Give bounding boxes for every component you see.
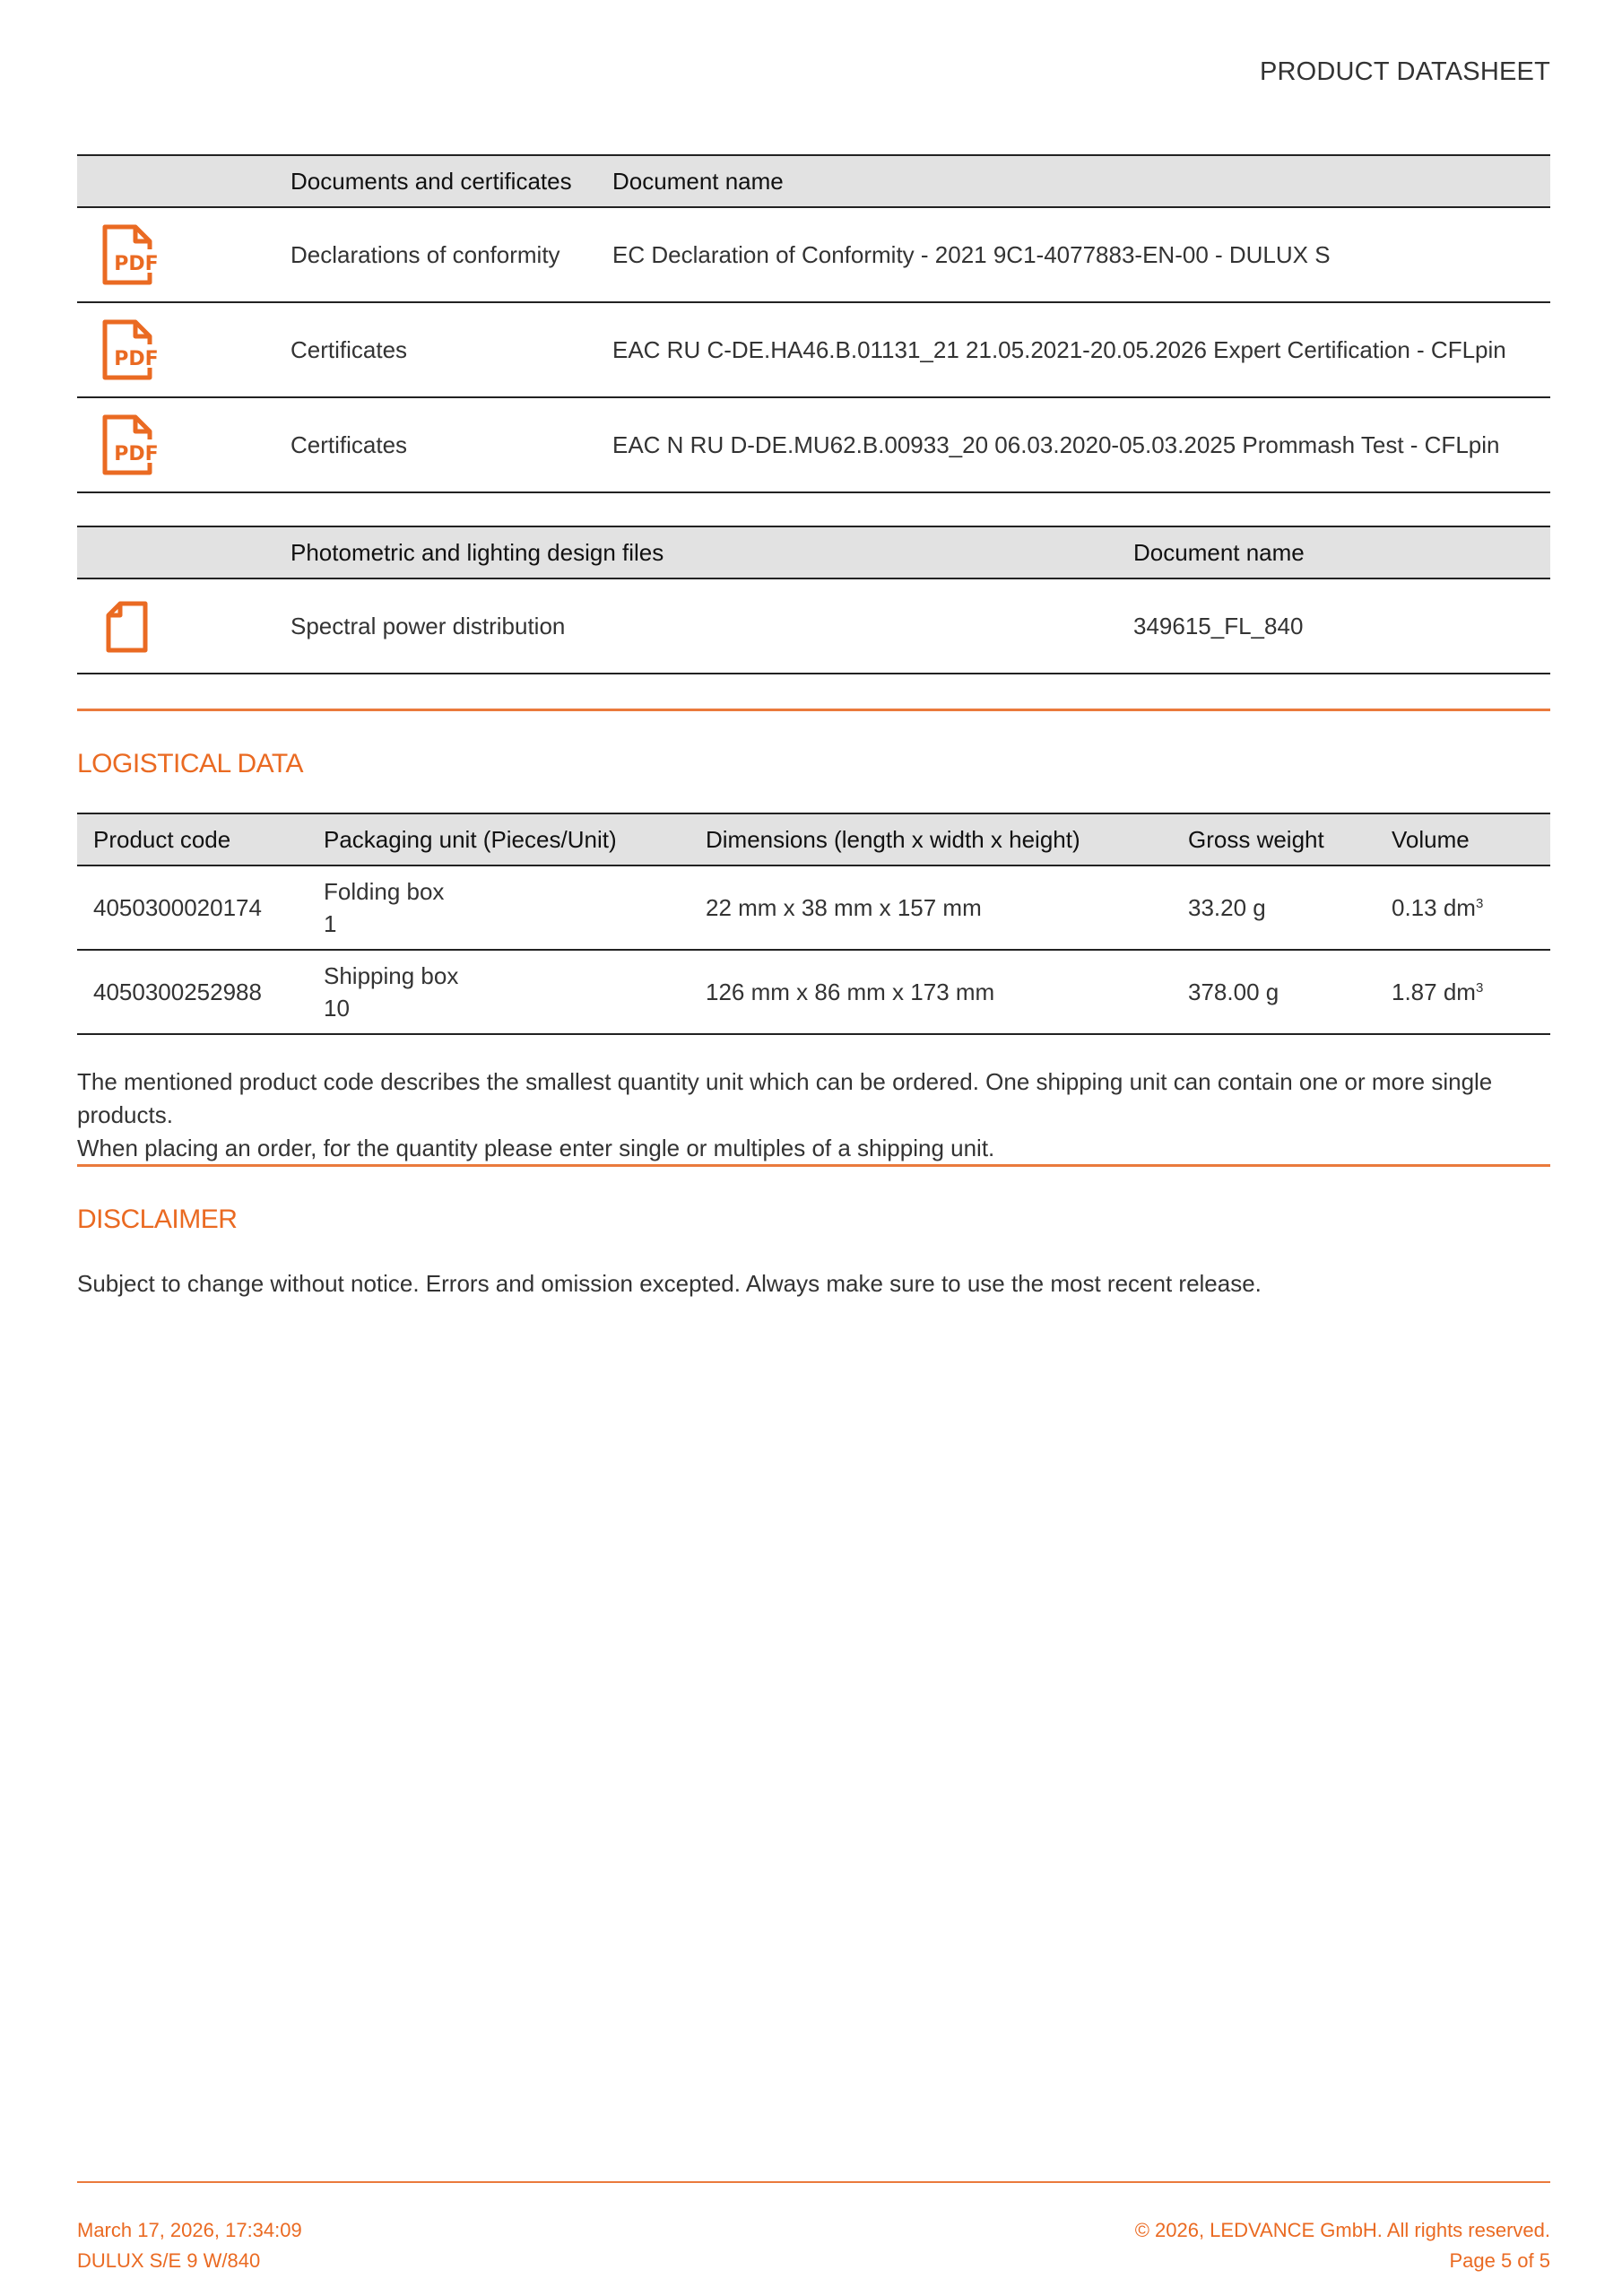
packaging-unit (324, 950, 706, 1034)
logistical-data-title: LOGISTICAL DATA (77, 749, 303, 778)
file-icon[interactable] (100, 596, 291, 657)
volume: 0.13 $dm^3$ (1392, 865, 1550, 950)
logistical-note: The mentioned product code describes the smallest quantity unit which can be ordered. One shipping unit can contain one or more single products. When placing an order, for the quantity please enter single or multiples of a shipping unit. (77, 1068, 1493, 1161)
pdf-icon[interactable] (100, 414, 291, 475)
pdf-icon[interactable] (100, 319, 291, 380)
column-header-dimensions: Dimensions (length x width x height) (706, 813, 1188, 865)
packaging-unit-name: Folding box (324, 878, 445, 905)
packaging-unit-qty: 1 (324, 910, 337, 937)
photometric-category: Spectral power distribution (291, 578, 1133, 674)
gross-weight: 33.20 g (1188, 865, 1392, 950)
footer-divider (77, 2181, 1550, 2183)
svg-text:PDF: PDF (114, 348, 159, 370)
disclaimer-title: DISCLAIMER (77, 1205, 238, 1234)
product-code: 4050300020174 (77, 865, 324, 950)
volume: 1.87 $dm^3$ (1392, 950, 1550, 1034)
disclaimer-text: Subject to change without notice. Errors and omission excepted. Always make sure to use the most recent release. (77, 1270, 1262, 1297)
packaging-unit-qty: 10 (324, 995, 350, 1022)
logistical-table-header (77, 813, 1550, 865)
document-name-link[interactable]: EC Declaration of Conformity - 2021 9C1-4077883-EN-00 - DULUX S (612, 207, 1550, 302)
column-header-documents: Documents and certificates (291, 155, 612, 207)
photometric-file-link[interactable]: 349615_FL_840 (1133, 578, 1550, 674)
column-header-product-code: Product code (77, 813, 324, 865)
photometric-table (77, 526, 1550, 674)
document-name-link[interactable]: EAC RU C-DE.HA46.B.01131_21 21.05.2021-20.05.2026 Expert Certification - CFLpin (612, 302, 1550, 397)
photometric-row[interactable] (77, 578, 1550, 674)
logistical-row (77, 950, 1550, 1034)
gross-weight: 378.00 g (1188, 950, 1392, 1034)
column-header-packaging-unit: Packaging unit (Pieces/Unit) (324, 813, 706, 865)
document-row[interactable] (77, 397, 1550, 492)
document-name-link[interactable]: EAC N RU D-DE.MU62.B.00933_20 06.03.2020-05.03.2025 Prommash Test - CFLpin (612, 397, 1550, 492)
documents-table-header (77, 155, 1550, 207)
packaging-unit (324, 865, 706, 950)
document-row[interactable] (77, 302, 1550, 397)
column-header-document-name: Document name (612, 155, 1550, 207)
dimensions: 22 mm x 38 mm x 157 mm (706, 865, 1188, 950)
logistical-row (77, 865, 1550, 950)
pdf-icon[interactable] (100, 224, 291, 285)
svg-text:PDF: PDF (114, 443, 159, 465)
product-code: 4050300252988 (77, 950, 324, 1034)
column-header-document-name: Document name (1133, 526, 1550, 578)
page-header-title: PRODUCT DATASHEET (1259, 57, 1550, 86)
column-header-volume: Volume (1392, 813, 1550, 865)
logistical-table (77, 813, 1550, 1035)
column-header-photometric: Photometric and lighting design files (291, 526, 1133, 578)
packaging-unit-name: Shipping box (324, 962, 459, 989)
footer-page-number: Page 5 of 5 (1449, 2249, 1550, 2272)
document-row[interactable] (77, 207, 1550, 302)
document-category: Certificates (291, 302, 612, 397)
document-category: Declarations of conformity (291, 207, 612, 302)
svg-text:PDF: PDF (114, 253, 159, 275)
document-category: Certificates (291, 397, 612, 492)
section-divider (77, 709, 1550, 711)
section-divider (77, 1164, 1550, 1167)
page (77, 0, 1550, 2296)
photometric-table-header (77, 526, 1550, 578)
footer-copyright: © 2026, LEDVANCE GmbH. All rights reserved. (1134, 2219, 1550, 2241)
column-header-gross-weight: Gross weight (1188, 813, 1392, 865)
footer-datetime: March 17, 2026, 17:34:09 (77, 2219, 302, 2241)
dimensions: 126 mm x 86 mm x 173 mm (706, 950, 1188, 1034)
footer-product-name: DULUX S/E 9 W/840 (77, 2249, 261, 2272)
documents-table (77, 154, 1550, 493)
